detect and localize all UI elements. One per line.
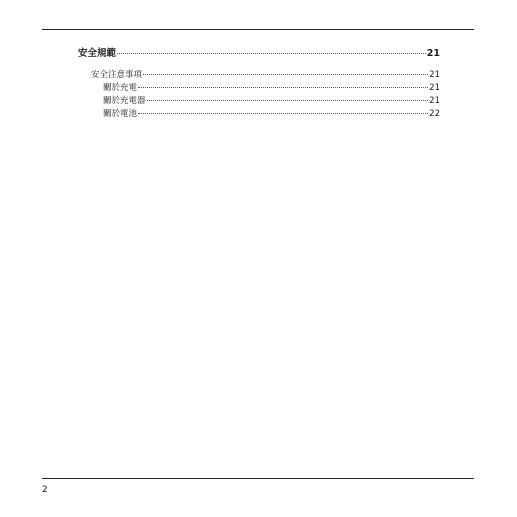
- dot-leader: [117, 53, 426, 54]
- dot-leader: [138, 113, 428, 114]
- toc-entry-label: 關於電池: [103, 109, 138, 119]
- dot-leader: [147, 100, 429, 101]
- toc-entry-page: 21: [429, 96, 440, 106]
- toc-entry-label: 關於充電: [103, 83, 138, 93]
- toc-entry-safety-regulations[interactable]: [78, 47, 440, 60]
- toc-entry-page: 22: [429, 109, 440, 119]
- toc-entry-label: 安全注意事項: [91, 70, 143, 80]
- toc-entry-label: 安全規範: [78, 48, 117, 59]
- toc-entry-page: 21: [429, 83, 440, 93]
- toc-entry-about-battery[interactable]: [78, 108, 440, 120]
- header-rule: [42, 29, 474, 30]
- toc-entry-about-charger[interactable]: [78, 95, 440, 107]
- page-number: 2: [42, 485, 48, 495]
- toc-entry-label: 關於充電器: [103, 96, 146, 106]
- toc-entry-about-charging[interactable]: [78, 82, 440, 94]
- toc-entry-safety-precautions[interactable]: [78, 69, 440, 81]
- toc-entry-page: 21: [426, 48, 440, 59]
- toc-entry-page: 21: [429, 70, 440, 80]
- footer-rule: [42, 478, 474, 479]
- dot-leader: [138, 87, 428, 88]
- table-of-contents: [78, 47, 440, 121]
- dot-leader: [143, 74, 428, 75]
